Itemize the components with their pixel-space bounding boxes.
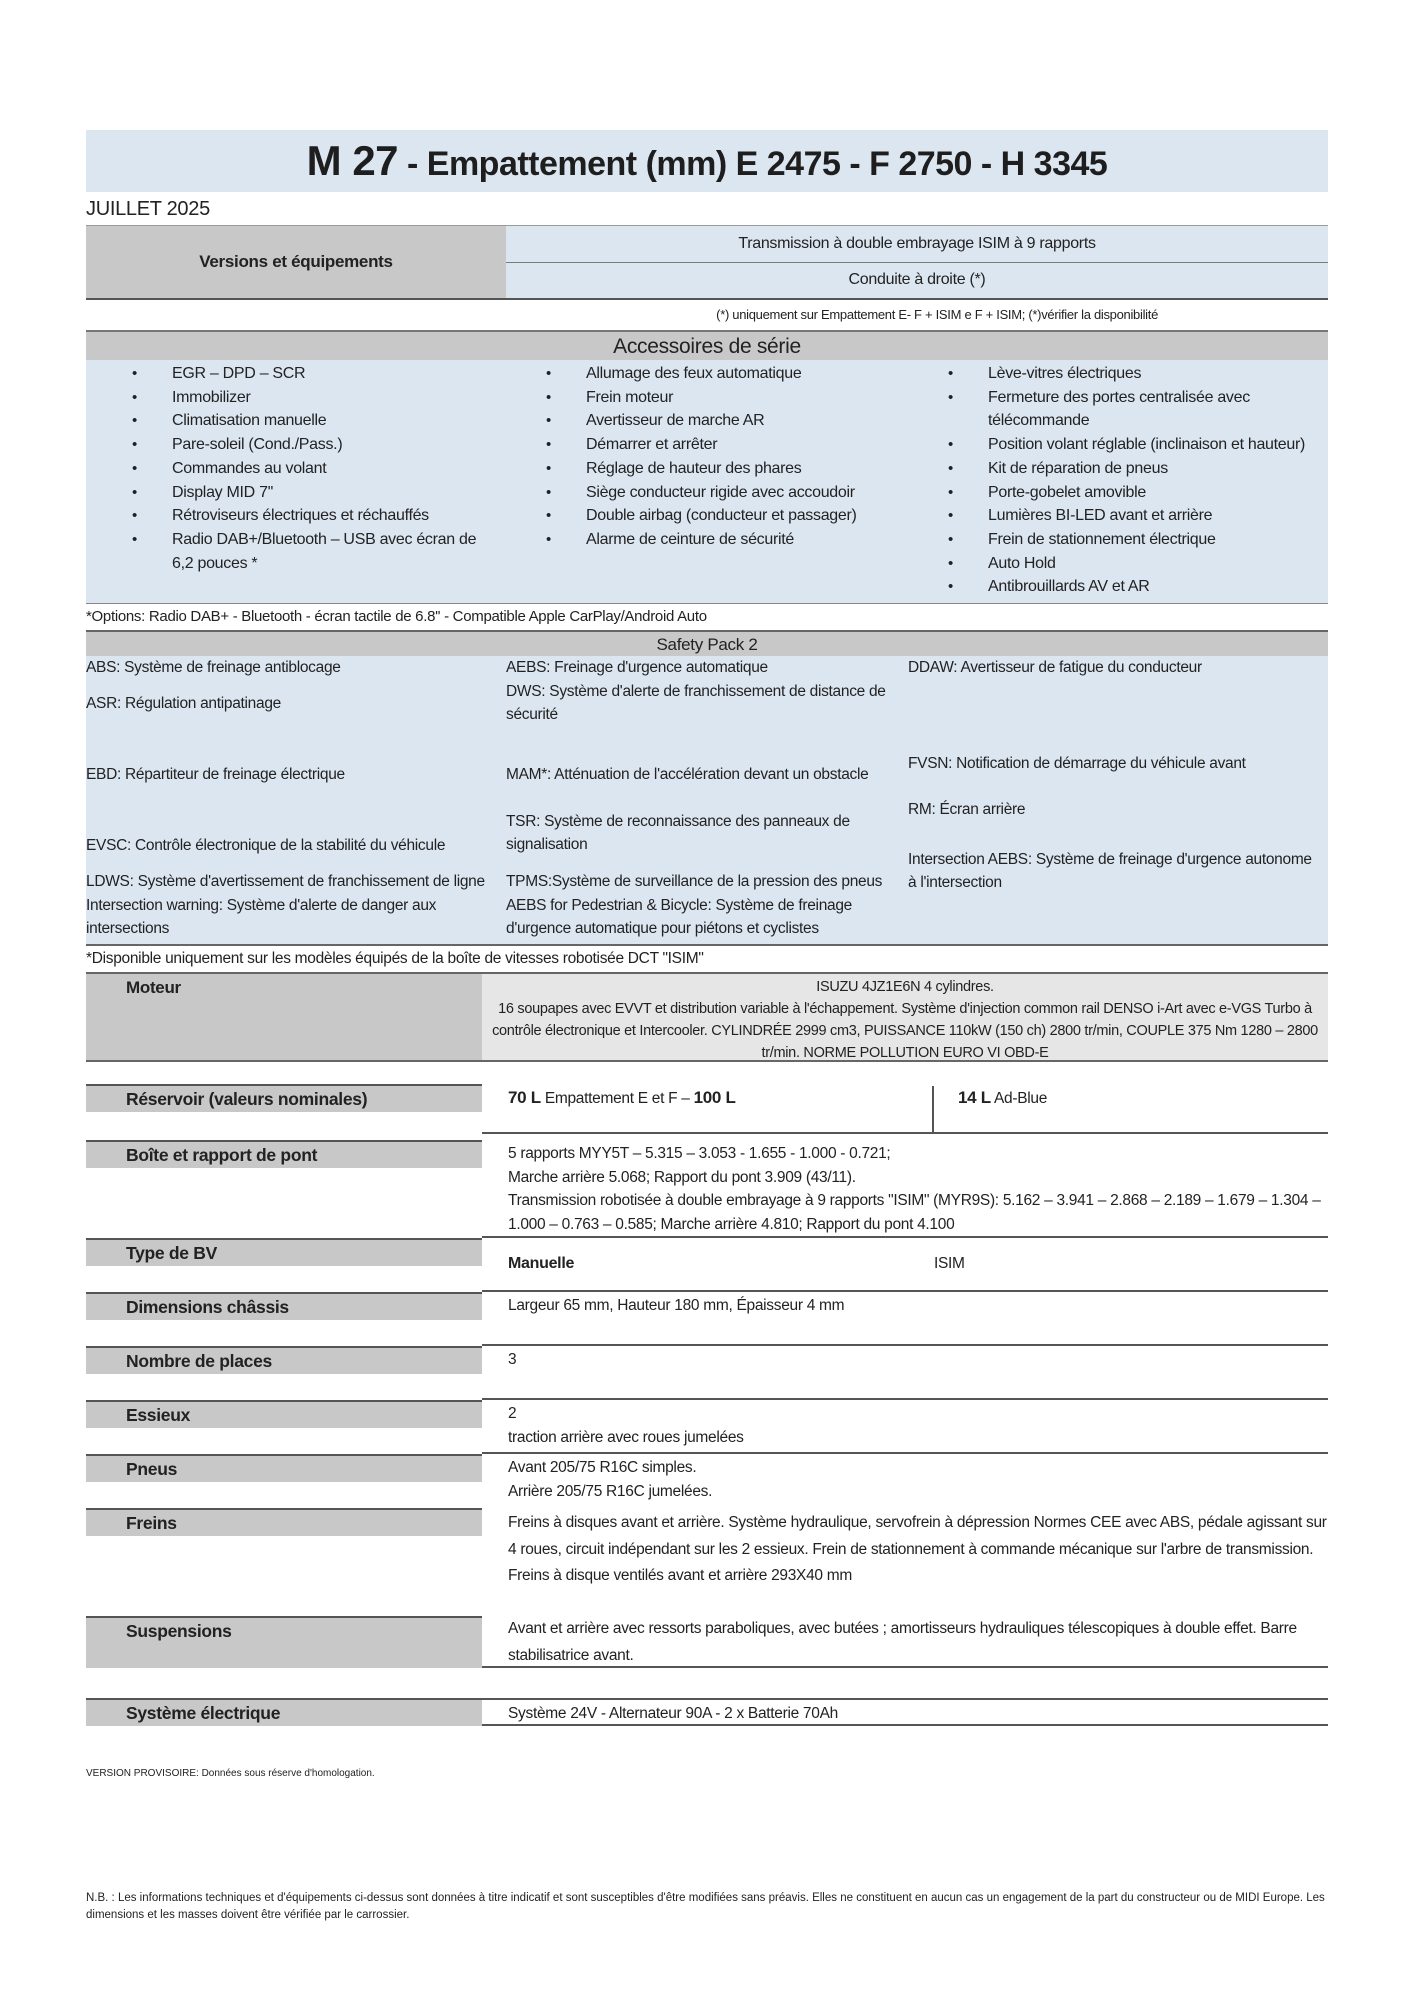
list-item: • Rétroviseurs électriques et réchauffés (86, 504, 506, 528)
edition-date: JUILLET 2025 (86, 192, 1328, 226)
safety-aebs-pedestrian: AEBS for Pedestrian & Bicycle: Système de freinage d'urgence automatique pour piétons et cyclistes (506, 897, 852, 938)
places-label: Nombre de places (86, 1346, 482, 1374)
reservoir-text: Empattement E et F – (540, 1090, 694, 1107)
list-item: • Avertisseur de marche AR (506, 409, 908, 433)
list-item: • Double airbag (conducteur et passager) (506, 504, 908, 528)
boite-line-3: Transmission robotisée à double embrayage à 9 rapports "ISIM" (MYR9S): 5.162 – 3.941 – 2.868 – 2.189 – 1.679 – 1.304 – 1.000 – 0.763 – 0.585; Marche arrière 4.810; Rapport du pont 4.100 (508, 1192, 1321, 1233)
options-note: *Options: Radio DAB+ - Bluetooth - écran tactile de 6.8'' - Compatible Apple CarPlay/Android Auto (86, 608, 707, 626)
moteur-line-1: ISUZU 4JZ1E6N 4 cylindres. (816, 979, 994, 996)
nb-disclaimer: N.B. : Les informations techniques et d'équipements ci-dessus sont données à titre indicatif et sont susceptibles d'être modifiées sans préavis. Elles ne constituent en aucun cas un engagement de la part du constructeur ou de MIDI Europe. Les dimensions et les masses doivent être vérifiée par le carrossier. (86, 1892, 1325, 1921)
boite-value (482, 1140, 1328, 1238)
type-bv-label: Type de BV (86, 1238, 482, 1266)
list-item: • Alarme de ceinture de sécurité (506, 528, 908, 552)
reservoir-row (86, 1084, 1328, 1134)
wheelbase-title: - Empattement (mm) E 2475 - F 2750 - H 3345 (398, 145, 1108, 183)
essieux-label: Essieux (86, 1400, 482, 1428)
reservoir-label: Réservoir (valeurs nominales) (86, 1084, 482, 1112)
list-item: • Démarrer et arrêter (506, 433, 908, 457)
list-item: • Auto Hold (908, 552, 1328, 576)
safety-intersection-warning: Intersection warning: Système d'alerte de danger aux intersections (86, 897, 437, 938)
adblue-text: Ad-Blue (990, 1090, 1048, 1107)
safety-aebs: AEBS: Freinage d'urgence automatique (506, 659, 768, 677)
list-item: • Lumières BI-LED avant et arrière (908, 504, 1328, 528)
accessoires-heading: Accessoires de série (86, 330, 1328, 360)
freins-row (86, 1508, 1328, 1616)
moteur-label: Moteur (86, 974, 482, 1060)
pneus-label: Pneus (86, 1454, 482, 1482)
list-item: • Frein de stationnement électrique (908, 528, 1328, 552)
safety-col-1 (86, 656, 506, 942)
reservoir-100: 100 L (693, 1088, 736, 1107)
essieux-value (482, 1400, 1328, 1454)
boite-label: Boîte et rapport de pont (86, 1140, 482, 1168)
list-item: • Réglage de hauteur des phares (506, 457, 908, 481)
pneus-line-2: Arrière 205/75 R16C jumelées. (508, 1482, 713, 1500)
pneus-line-1: Avant 205/75 R16C simples. (508, 1459, 697, 1476)
safety-abs: ABS: Système de freinage antiblocage (86, 659, 341, 677)
places-row (86, 1346, 1328, 1400)
freins-label: Freins (86, 1508, 482, 1536)
list-item: • Position volant réglable (inclinaison et hauteur) (908, 433, 1328, 457)
list-item: • Display MID 7'' (86, 481, 506, 505)
page-title (307, 137, 1108, 185)
safety-pack-table (86, 656, 1328, 946)
safety-col-3 (908, 656, 1328, 942)
accessoires-col-3 (908, 362, 1328, 599)
freins-value: Freins à disques avant et arrière. Système hydraulique, servofrein à dépression Normes CEE avec ABS, pédale agissant sur 4 roues, circuit indépendant sur les 2 essieux. Frein de stationnement à commande mécanique sur l'arbre de transmission. Freins à disque ventilés avant et arrière 293X40 mm (508, 1514, 1327, 1584)
conduite-label: Conduite à droite (*) (506, 263, 1328, 299)
safety-ebd: EBD: Répartiteur de freinage électrique (86, 766, 345, 784)
safety-col-2 (506, 656, 908, 942)
electrique-row (86, 1698, 1328, 1726)
boite-line-1: 5 rapports MYY5T – 5.315 – 3.053 - 1.655 - 1.000 - 0.721; (508, 1145, 891, 1162)
title-band (86, 130, 1328, 192)
list-item: • EGR – DPD – SCR (86, 362, 506, 386)
reservoir-value (482, 1084, 1328, 1134)
accessoires-list (86, 360, 1328, 604)
safety-dws: DWS: Système d'alerte de franchissement de distance de sécurité (506, 683, 886, 724)
list-item: • Kit de réparation de pneus (908, 457, 1328, 481)
safety-tpms: TPMS:Système de surveillance de la pression des pneus (506, 873, 883, 891)
type-bv-isim: ISIM (934, 1255, 965, 1272)
list-item: • Lève-vitres électriques (908, 362, 1328, 386)
essieux-line-2: traction arrière avec roues jumelées (508, 1428, 744, 1446)
list-item: • Immobilizer (86, 386, 506, 410)
list-item: • Antibrouillards AV et AR (908, 575, 1328, 599)
versions-label: Versions et équipements (86, 226, 506, 298)
safety-evsc: EVSC: Contrôle électronique de la stabilité du véhicule (86, 837, 446, 855)
dimensions-label: Dimensions châssis (86, 1292, 482, 1320)
suspensions-label: Suspensions (86, 1616, 482, 1668)
dispo-note: *Disponible uniquement sur les modèles équipés de la boîte de vitesses robotisée DCT "ISIM" (86, 950, 704, 968)
electrique-label: Système électrique (86, 1698, 482, 1726)
disponibilite-note: (*) uniquement sur Empattement E- F + ISIM e F + ISIM; (*)vérifier la disponibilité (716, 307, 1158, 322)
essieux-line-1: 2 (508, 1405, 517, 1422)
safety-mam: MAM*: Atténuation de l'accélération devant un obstacle (506, 766, 869, 784)
adblue-14: 14 L (958, 1088, 991, 1107)
essieux-row (86, 1400, 1328, 1454)
model-name: M 27 (306, 137, 399, 184)
suspensions-value: Avant et arrière avec ressorts paraboliques, avec butées ; amortisseurs hydrauliques télescopiques à double effet. Barre stabilisatrice avant. (482, 1616, 1328, 1668)
electrique-value: Système 24V - Alternateur 90A - 2 x Batterie 70Ah (482, 1698, 1328, 1726)
boite-row (86, 1140, 1328, 1238)
safety-tsr: TSR: Système de reconnaissance des panneaux de signalisation (506, 813, 850, 854)
transmission-label: Transmission à double embrayage ISIM à 9 rapports (506, 226, 1328, 263)
safety-asr: ASR: Régulation antipatinage (86, 695, 281, 713)
accessoires-col-1 (86, 362, 506, 599)
list-item: • Pare-soleil (Cond./Pass.) (86, 433, 506, 457)
safety-ddaw: DDAW: Avertisseur de fatigue du conducteur (908, 659, 1202, 677)
safety-pack-heading: Safety Pack 2 (86, 630, 1328, 656)
list-item: • Allumage des feux automatique (506, 362, 908, 386)
list-item: • Porte-gobelet amovible (908, 481, 1328, 505)
list-item: • Climatisation manuelle (86, 409, 506, 433)
reservoir-70: 70 L (508, 1088, 541, 1107)
list-item: • Radio DAB+/Bluetooth – USB avec écran de 6,2 pouces * (86, 528, 506, 575)
list-item: • Siège conducteur rigide avec accoudoir (506, 481, 908, 505)
safety-fvsn: FVSN: Notification de démarrage du véhicule avant (908, 755, 1246, 773)
list-item: • Commandes au volant (86, 457, 506, 481)
versions-header (86, 226, 1328, 300)
spec-sheet (86, 130, 1328, 1723)
pneus-row (86, 1454, 1328, 1508)
moteur-line-2: 16 soupapes avec EVVT et distribution variable à l'échappement. Système d'injection common rail DENSO i-Art avec e-VGS Turbo à contrôle électronique et Intercooler. CYLINDRÉE 2999 cm3, PUISSANCE 110kW (150 ch) 2800 tr/min, COUPLE 375 Nm 1280 – 2800 tr/min. NORME POLLUTION EURO VI OBD-E (492, 1001, 1318, 1062)
moteur-value (482, 974, 1328, 1060)
type-bv-row (86, 1238, 1328, 1292)
type-bv-manuelle: Manuelle (508, 1255, 575, 1272)
safety-rm: RM: Écran arrière (908, 801, 1026, 819)
moteur-row (86, 972, 1328, 1062)
type-bv-value (482, 1238, 1328, 1292)
boite-line-2: Marche arrière 5.068; Rapport du pont 3.909 (43/11). (508, 1168, 856, 1186)
dimensions-row (86, 1292, 1328, 1346)
list-item: • Frein moteur (506, 386, 908, 410)
dimensions-value: Largeur 65 mm, Hauteur 180 mm, Épaisseur 4 mm (482, 1292, 1328, 1346)
pneus-value (482, 1454, 1328, 1508)
suspensions-row (86, 1616, 1328, 1668)
safety-ldws: LDWS: Système d'avertissement de franchissement de ligne (86, 873, 485, 891)
safety-intersection-aebs: Intersection AEBS: Système de freinage d'urgence autonome à l'intersection (908, 851, 1312, 892)
accessoires-col-2 (506, 362, 908, 599)
places-value: 3 (482, 1346, 1328, 1400)
list-item: • Fermeture des portes centralisée avec télécommande (908, 386, 1328, 433)
version-provisoire-note: VERSION PROVISOIRE: Données sous réserve d'homologation. (86, 1768, 375, 1779)
